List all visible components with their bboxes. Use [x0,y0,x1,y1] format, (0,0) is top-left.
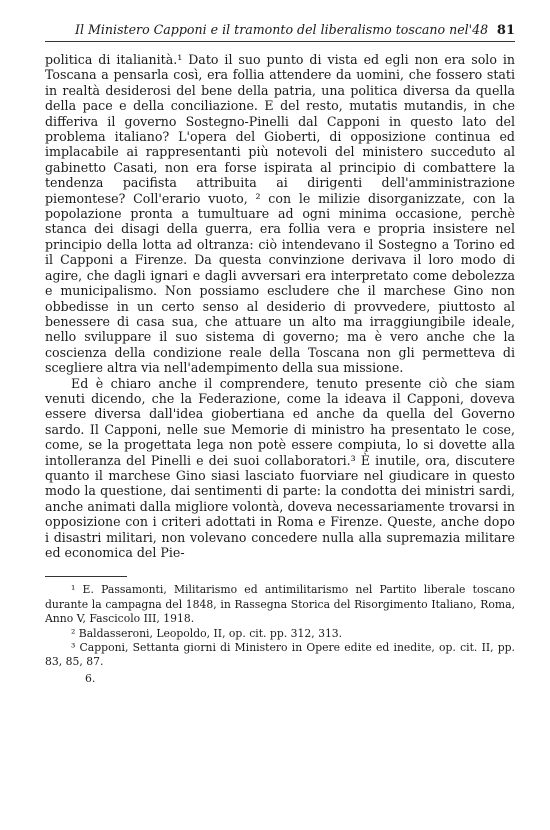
running-header [45,22,515,42]
footnote-rule [45,576,127,577]
body-text [45,52,515,560]
page [45,22,515,685]
paragraph-2: Ed è chiaro anche il comprendere, tenuto presente ciò che siam venuti dicendo, che la Federazione, come la ideava il Capponi, doveva essere diversa dall'idea giobertiana ed anche da quella del Governo sardo. Il Capponi, nelle sue Memorie di ministro ha presentato le cose, come, se la progettata lega non potè essere compiuta, lo si dovette alla intolleranza del Pinelli e dei suoi collaboratori.³ È inutile, ora, discutere quanto il marchese Gino siasi lasciato fuorviare nel giudicare in questo modo la questione, dai sentimenti di parte: la condotta dei ministri sardi, anche animati dalla migliore volontà, doveva necessariamente trovarsi in opposizione con i criteri adottati in Roma e Firenze. Queste, anche dopo i disastri militari, non volevano concedere nulla alla supremazia militare ed economica del Pie- [45,375,515,560]
footnote-2: ² Baldasseroni, Leopoldo, II, op. cit. pp. 312, 313. [71,626,343,640]
running-title: Il Ministero Capponi e il tramonto del liberalismo toscano nel'48 [75,22,489,37]
footnotes [45,583,515,684]
footnote-1: ¹ E. Passamonti, Militarismo ed antimilitarismo nel Partito liberale toscano durante la campagna del 1848, in Rassegna Storica del Risorgimento Italiano, Roma, Anno V, Fascicolo III, 1918. [45,583,515,626]
signature-mark: 6. [85,671,96,685]
page-number: 81 [496,23,515,38]
paragraph-1: politica di italianità.¹ Dato il suo punto di vista ed egli non era solo in Toscana a pensarla così, era follia attendere da uomini, che fossero stati in realtà desiderosi del bene della patria, una politica diversa da quella della pace e della conciliazione. E del resto, mutatis mutandis, in che differiva il governo Sostegno-Pinelli dal Capponi in questo lato del problema italiano? L'opera del Gioberti, di opposizione continua ed implacabile ai rappresentanti più notevoli del ministero succeduto al gabinetto Casati, non era forse ispirata al principio di combattere la tendenza pacifista attribuita ai dirigenti dell'amministrazione piemontese? Coll'erario vuoto, ² con le milizie disorganizzate, con la popolazione pronta a tumultuare ad ogni minima occasione, perchè stanca dei disagi della guerra, era follia vera e propria insistere nel principio della lotta ad oltranza: ciò intendevano il Sostegno a Torino ed il Capponi a Firenze. Da questa convinzione derivava il loro modo di agire, che dagli ignari e dagli avversari era interpretato come debolezza e municipalismo. Non possiamo escludere che il marchese Gino non obbedisse in un certo senso al desiderio di provvedere, piuttosto al benessere di casa sua, che attuare un alto ma irraggiungibile ideale, nello sviluppare il suo sistema di governo; ma è vero anche che la coscienza della condizione reale della Toscana non gli permetteva di scegliere altra via nell'adempimento della sua missione. [45,52,515,376]
footnote-3: ³ Capponi, Settanta giorni di Ministero in Opere edite ed inedite, op. cit. II, pp. 83, 85, 87. [45,641,515,669]
